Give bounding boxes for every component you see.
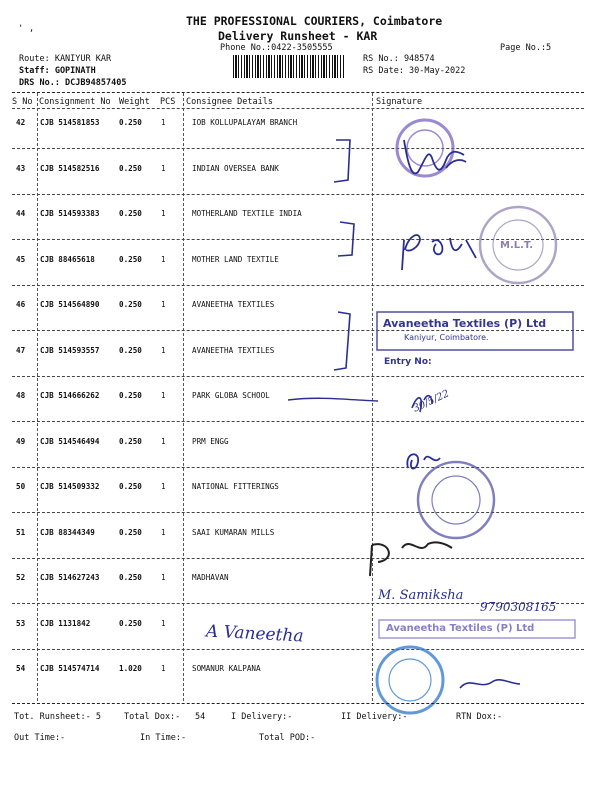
cell-consignee: MOTHERLAND TEXTILE INDIA: [192, 209, 302, 218]
company-title: THE PROFESSIONAL COURIERS, Coimbatore: [186, 14, 443, 28]
signature-row-44: [402, 235, 476, 270]
out-time: Out Time:-: [14, 733, 66, 743]
cell-weight: 0.250: [119, 436, 142, 446]
cell-consignment: CJB 514593557: [40, 345, 100, 355]
cell-consignment: CJB 514564890: [40, 300, 100, 309]
avaneetha-stamp-2-text: Avaneetha Textiles (P) Ltd: [386, 623, 535, 634]
pen-line-row-48: [288, 398, 378, 401]
cell-weight: 0.250: [119, 209, 142, 218]
bracket-mark-3: [334, 312, 350, 370]
cell-consignee: MOTHER LAND TEXTILE: [192, 254, 279, 264]
cell-consignment: CJB 514509332: [40, 482, 100, 491]
cell-pcs: 1: [161, 618, 166, 628]
cell-sno: 42: [16, 118, 26, 127]
samiksha-phone: 9790308165: [480, 600, 557, 614]
cell-consignee: IOB KOLLUPALAYAM BRANCH: [192, 118, 298, 127]
date-note: 30/5/22: [411, 388, 452, 415]
cell-consignment: CJB 514593383: [40, 209, 100, 218]
cell-sno: 48: [16, 391, 26, 400]
entry-no-label: Entry No:: [384, 357, 432, 367]
round-stamp-national: [418, 462, 494, 538]
cell-consignee: SOMANUR KALPANA: [192, 664, 261, 673]
cell-sno: 49: [16, 436, 26, 446]
bracket-mark-2: [338, 222, 354, 256]
top-mark: ' ,: [18, 24, 35, 34]
cell-consignment: CJB 514627243: [40, 573, 100, 582]
cell-sno: 53: [16, 618, 26, 628]
signature-row-43: [404, 140, 466, 173]
cell-weight: 1.020: [119, 664, 142, 673]
cell-weight: 0.250: [119, 345, 142, 355]
cell-pcs: 1: [161, 664, 166, 673]
cell-pcs: 1: [161, 436, 166, 446]
col-header-signature: Signature: [376, 97, 423, 107]
drs-number: DRS No.: DCJB94857405: [19, 78, 127, 88]
cell-consignment: CJB 514581853: [40, 118, 100, 127]
total-dox-label: Total Dox:-: [124, 712, 181, 722]
col-header-consignment: Consignment No: [39, 97, 111, 107]
samiksha-name: M. Samiksha: [378, 588, 464, 603]
cell-pcs: 1: [161, 163, 166, 173]
cell-weight: 0.250: [119, 618, 142, 628]
cell-pcs: 1: [161, 527, 166, 537]
cell-consignment: CJB 514574714: [40, 664, 100, 673]
signature-row-54: [460, 680, 520, 688]
cell-sno: 45: [16, 254, 26, 264]
cell-consignee: AVANEETHA TEXTILES: [192, 345, 275, 355]
total-dox-value: 54: [195, 712, 206, 722]
rtn-dox: RTN Dox:-: [456, 712, 503, 722]
cell-consignment: CJB 88465618: [40, 254, 95, 264]
page-number: Page No.:5: [500, 43, 552, 53]
rs-number: RS No.: 948574: [363, 54, 435, 64]
sheet-title: Delivery Runsheet - KAR: [218, 29, 378, 43]
col-header-weight: Weight: [119, 97, 150, 107]
cell-sno: 44: [16, 209, 26, 218]
signature-row-51: [370, 542, 452, 576]
col-header-consignee: Consignee Details: [186, 97, 273, 107]
cell-consignee: SAAI KUMARAN MILLS: [192, 527, 275, 537]
phone-number: Phone No.:0422-3505555: [220, 43, 333, 53]
cell-consignment: CJB 514666262: [40, 391, 100, 400]
col-header-pcs: PCS: [160, 97, 176, 107]
route-label: Route: KANIYUR KAR: [19, 54, 112, 64]
cell-sno: 43: [16, 163, 26, 173]
avaneetha-stamp-place: Kaniyur, Coimbatore.: [404, 333, 489, 342]
cell-sno: 54: [16, 664, 26, 673]
tot-runsheet: Tot. Runsheet:- 5: [14, 712, 101, 722]
ii-delivery: II Delivery:-: [341, 712, 408, 722]
cell-weight: 0.250: [119, 391, 142, 400]
cell-sno: 46: [16, 300, 26, 309]
cell-sno: 47: [16, 345, 26, 355]
cell-consignment: CJB 514546494: [40, 436, 100, 446]
cell-weight: 0.250: [119, 482, 142, 491]
staff-label: Staff: GOPINATH: [19, 66, 96, 76]
cell-consignment: CJB 88344349: [40, 527, 95, 537]
cell-weight: 0.250: [119, 573, 142, 582]
cell-weight: 0.250: [119, 300, 142, 309]
cell-consignee: PARK GLOBA SCHOOL: [192, 391, 270, 400]
cell-pcs: 1: [161, 573, 166, 582]
rs-date: RS Date: 30-May-2022: [363, 66, 466, 76]
signature-row-49: [407, 454, 440, 468]
cell-sno: 52: [16, 573, 26, 582]
cell-weight: 0.250: [119, 163, 142, 173]
cell-consignee: MADHAVAN: [192, 573, 229, 582]
cell-pcs: 1: [161, 482, 166, 491]
cell-weight: 0.250: [119, 527, 142, 537]
cell-sno: 50: [16, 482, 26, 491]
cell-consignee: INDIAN OVERSEA BANK: [192, 163, 279, 173]
cell-pcs: 1: [161, 209, 166, 218]
footer-rule: [12, 703, 584, 704]
col-header-sno: S No: [12, 97, 33, 107]
total-pod: Total POD:-: [259, 733, 316, 743]
cell-weight: 0.250: [119, 254, 142, 264]
cell-consignee: PRM ENGG: [192, 436, 229, 446]
cell-consignment: CJB 514582516: [40, 163, 100, 173]
avaneetha-handwritten: A Vaneetha: [205, 621, 304, 647]
cell-pcs: 1: [161, 345, 166, 355]
cell-pcs: 1: [161, 300, 166, 309]
cell-weight: 0.250: [119, 118, 142, 127]
cell-sno: 51: [16, 527, 26, 537]
avaneetha-stamp-name: Avaneetha Textiles (P) Ltd: [383, 317, 547, 330]
i-delivery: I Delivery:-: [231, 712, 293, 722]
cell-pcs: 1: [161, 118, 166, 127]
cell-pcs: 1: [161, 254, 166, 264]
in-time: In Time:-: [140, 733, 187, 743]
cell-consignee: NATIONAL FITTERINGS: [192, 482, 279, 491]
mlt-stamp-text: M.L.T.: [500, 240, 534, 251]
cell-consignee: AVANEETHA TEXTILES: [192, 300, 275, 309]
cell-pcs: 1: [161, 391, 166, 400]
bracket-mark-1: [334, 140, 350, 182]
cell-consignment: CJB 1131842: [40, 618, 91, 628]
